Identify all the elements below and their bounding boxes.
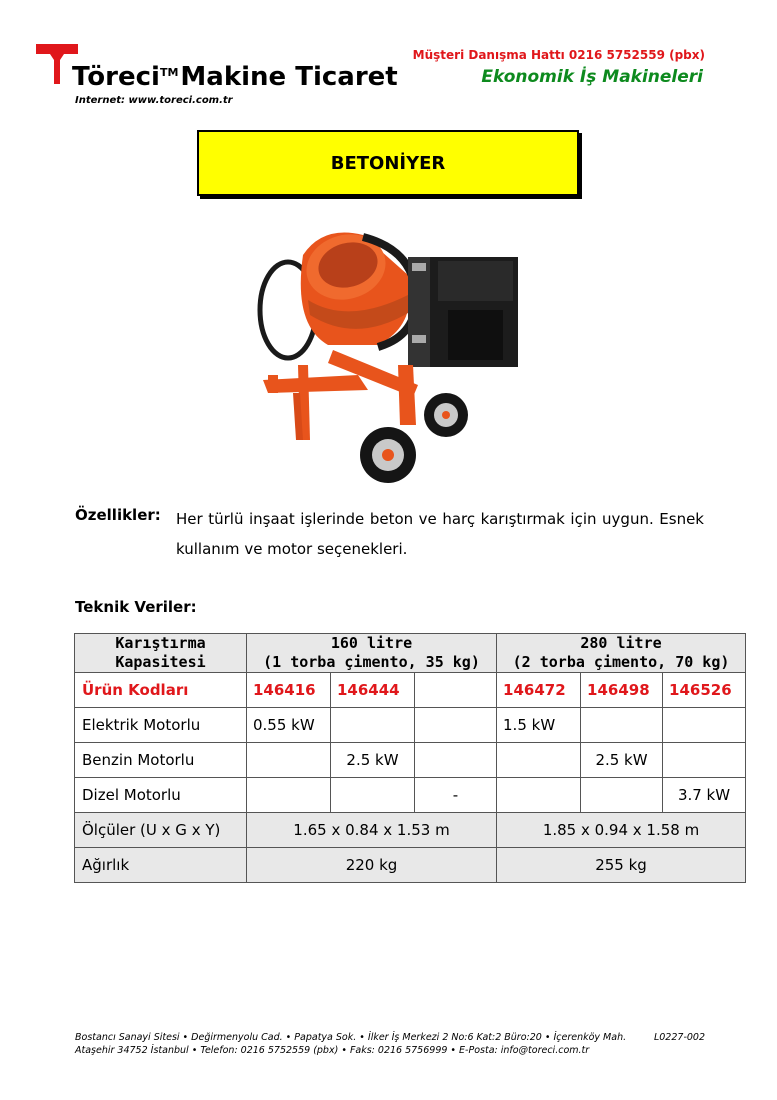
table-cell: 2.5 kW (331, 743, 415, 778)
table-row (75, 743, 746, 778)
table-row (75, 708, 746, 743)
technical-data-label: Teknik Veriler: (75, 598, 197, 616)
footer-line-1: Bostancı Sanayi Sitesi • Değirmenyolu Cad. • Papatya Sok. • İlker İş Merkezi 2 No:6 Kat:2 Büro:20 • İçerenköy Mah. (75, 1032, 627, 1043)
capacity-header: Karıştırma Kapasitesi (75, 634, 247, 673)
footer-line-2: Ataşehir 34752 İstanbul • Telefon: 0216 5752559 (pbx) • Faks: 0216 5756999 • E-Posta: info@toreci.com.tr (75, 1045, 590, 1056)
table-cell: 220 kg (247, 848, 497, 883)
company-slogan: Ekonomik İş Makineleri (481, 67, 703, 87)
table-cell: 1.65 x 0.84 x 1.53 m (247, 813, 497, 848)
table-cell (663, 743, 746, 778)
customer-hotline: Müşteri Danışma Hattı 0216 5752559 (pbx) (412, 48, 705, 62)
brand-name-rest: Makine Ticaret (180, 62, 398, 92)
table-cell: 146472 (497, 673, 581, 708)
features-text: Her türlü inşaat işlerinde beton ve harç karıştırmak için uygun. Esnek kullanım ve motor seçenekleri. (176, 510, 704, 558)
brand-name (72, 62, 398, 92)
row-label: Benzin Motorlu (75, 743, 247, 778)
table-cell (497, 743, 581, 778)
table-cell: - (415, 778, 497, 813)
table-cell (581, 778, 663, 813)
table-cell (581, 708, 663, 743)
capacity-280-detail: (2 torba çimento, 70 kg) (512, 653, 730, 671)
table-row (75, 813, 746, 848)
table-cell: 1.85 x 0.94 x 1.58 m (497, 813, 746, 848)
table-cell (415, 673, 497, 708)
row-label: Ürün Kodları (75, 673, 247, 708)
table-cell (247, 743, 331, 778)
capacity-280-header (497, 634, 746, 673)
table-cell: 146498 (581, 673, 663, 708)
table-cell (331, 708, 415, 743)
table-cell: 3.7 kW (663, 778, 746, 813)
website-link[interactable]: Internet: www.toreci.com.tr (75, 95, 233, 106)
capacity-280-volume: 280 litre (580, 634, 662, 652)
capacity-160-header (247, 634, 497, 673)
table-cell: 146444 (331, 673, 415, 708)
row-label: Dizel Motorlu (75, 778, 247, 813)
table-cell: 2.5 kW (581, 743, 663, 778)
document-code: L0227-002 (653, 1032, 705, 1043)
table-cell (247, 778, 331, 813)
row-label: Elektrik Motorlu (75, 708, 247, 743)
table-cell (497, 778, 581, 813)
footer-address (75, 1031, 705, 1057)
table-cell (415, 708, 497, 743)
table-row (75, 778, 746, 813)
trademark-mark: TM (159, 66, 179, 79)
concrete-mixer-image (248, 215, 528, 485)
table-cell (415, 743, 497, 778)
table-cell: 146416 (247, 673, 331, 708)
capacity-160-volume: 160 litre (330, 634, 413, 652)
table-row (75, 848, 746, 883)
technical-data-table (74, 633, 746, 883)
table-header-row (75, 634, 746, 673)
table-cell (331, 778, 415, 813)
row-label: Ölçüler (U x G x Y) (75, 813, 247, 848)
capacity-160-detail: (1 torba çimento, 35 kg) (263, 653, 480, 671)
product-codes-row (75, 673, 746, 708)
table-cell: 146526 (663, 673, 746, 708)
row-label: Ağırlık (75, 848, 247, 883)
table-cell: 0.55 kW (247, 708, 331, 743)
page-title: BETONİYER (197, 130, 579, 196)
table-cell: 255 kg (497, 848, 746, 883)
table-cell: 1.5 kW (497, 708, 581, 743)
brand-name-main: Töreci (72, 62, 160, 92)
features-label: Özellikler: (75, 506, 161, 524)
table-cell (663, 708, 746, 743)
